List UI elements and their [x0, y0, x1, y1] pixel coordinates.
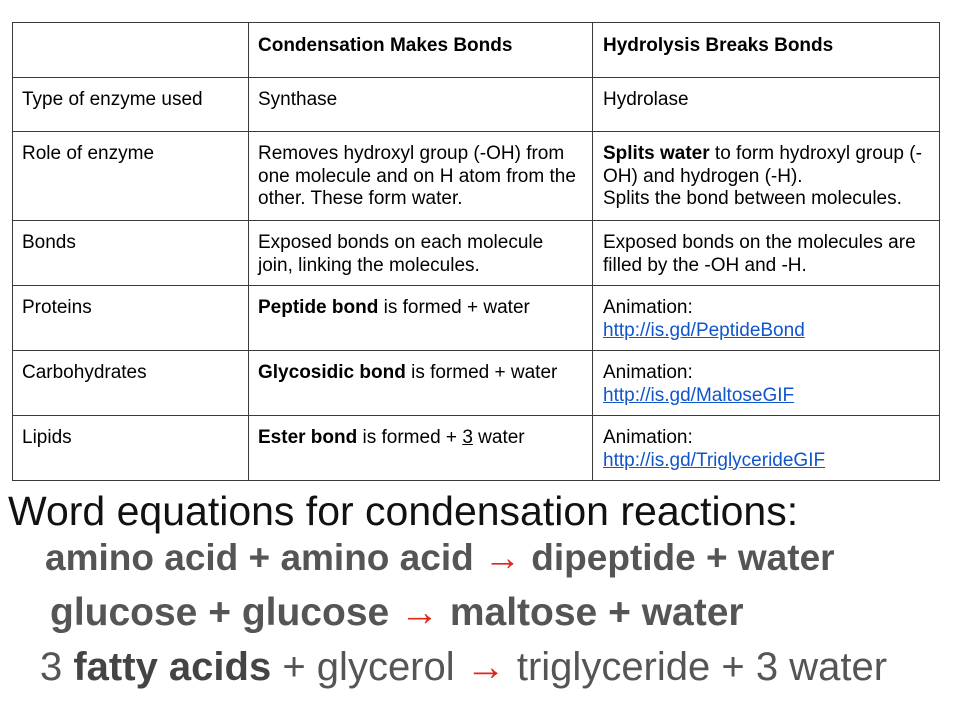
animation-label: Animation:: [603, 427, 693, 448]
equation-reactants-suffix: + glycerol: [271, 645, 455, 689]
cell-text: is formed +: [357, 427, 463, 448]
equation-products: dipeptide + water: [531, 537, 835, 578]
animation-label: Animation:: [603, 297, 693, 318]
condensation-cell: [249, 416, 593, 481]
cell-line: Splits the bond between molecules.: [603, 188, 902, 209]
word-equation: [50, 590, 744, 635]
cell-line: [603, 450, 930, 473]
row-label-cell: [13, 351, 249, 416]
cell-line: [603, 385, 930, 408]
condensation-cell: [249, 351, 593, 416]
animation-link[interactable]: http://is.gd/TriglycerideGIF: [603, 449, 826, 471]
header-corner-cell: [13, 23, 249, 78]
header-hydrolysis: Hydrolysis Breaks Bonds: [603, 35, 834, 56]
cell-underlined-text: 3: [462, 427, 473, 448]
word-equation: [45, 537, 835, 579]
row-label: Carbohydrates: [22, 362, 147, 383]
equation-reactants-bold: fatty acids: [73, 645, 272, 689]
condensation-cell: [249, 221, 593, 286]
condensation-cell: [249, 132, 593, 221]
condensation-cell: [249, 78, 593, 132]
cell-text: Removes hydroxyl group (-OH) from one molecule and on H atom from the other. These form water.: [258, 143, 576, 209]
row-label-cell: [13, 416, 249, 481]
row-label-cell: [13, 78, 249, 132]
hydrolysis-cell: [593, 221, 940, 286]
reaction-arrow: →: [400, 591, 440, 634]
cell-text: water: [472, 427, 525, 448]
reaction-arrow: →: [484, 537, 521, 578]
cell-line: [603, 143, 930, 188]
equation-reactants-prefix: 3: [40, 645, 74, 689]
condensation-cell: [249, 286, 593, 351]
hydrolysis-cell: [593, 351, 940, 416]
row-label-cell: [13, 286, 249, 351]
cell-line: [603, 320, 930, 343]
reaction-arrow: →: [465, 645, 506, 689]
cell-bold-text: Glycosidic bond: [258, 362, 406, 383]
cell-text: Exposed bonds on each molecule join, linking the molecules.: [258, 232, 544, 276]
equation-reactants: amino acid + amino acid: [45, 537, 474, 578]
row-label: Role of enzyme: [22, 143, 155, 164]
animation-link[interactable]: http://is.gd/MaltoseGIF: [603, 384, 795, 406]
cell-text: to form hydroxyl group (-OH) and hydrogen (-H).: [603, 143, 922, 187]
comparison-table: [12, 22, 940, 481]
header-hydrolysis-cell: [593, 23, 940, 78]
animation-label: Animation:: [603, 362, 693, 383]
hydrolysis-cell: [593, 78, 940, 132]
header-condensation-cell: [249, 23, 593, 78]
equation-products: maltose + water: [449, 591, 744, 634]
cell-bold-text: Splits water: [603, 143, 710, 164]
equation-reactants: glucose + glucose: [50, 591, 390, 634]
header-condensation: Condensation Makes Bonds: [258, 35, 513, 56]
row-label: Type of enzyme used: [22, 89, 203, 110]
row-label-cell: [13, 221, 249, 286]
row-label: Lipids: [22, 427, 72, 448]
animation-link[interactable]: http://is.gd/PeptideBond: [603, 319, 805, 341]
cell-text: Synthase: [258, 89, 338, 110]
cell-text: Hydrolase: [603, 89, 689, 110]
row-label: Proteins: [22, 297, 92, 318]
cell-bold-text: Peptide bond: [258, 297, 379, 318]
cell-bold-text: Ester bond: [258, 427, 358, 448]
word-equation: [40, 644, 887, 690]
cell-text: is formed + water: [378, 297, 530, 318]
row-label-cell: [13, 132, 249, 221]
hydrolysis-cell: [593, 286, 940, 351]
equations-heading: Word equations for condensation reactions:: [8, 488, 799, 534]
hydrolysis-cell: [593, 416, 940, 481]
hydrolysis-cell: [593, 132, 940, 221]
cell-text: Exposed bonds on the molecules are filled by the -OH and -H.: [603, 232, 916, 276]
row-label: Bonds: [22, 232, 76, 253]
equation-products: triglyceride + 3 water: [516, 645, 888, 689]
cell-text: is formed + water: [405, 362, 558, 383]
